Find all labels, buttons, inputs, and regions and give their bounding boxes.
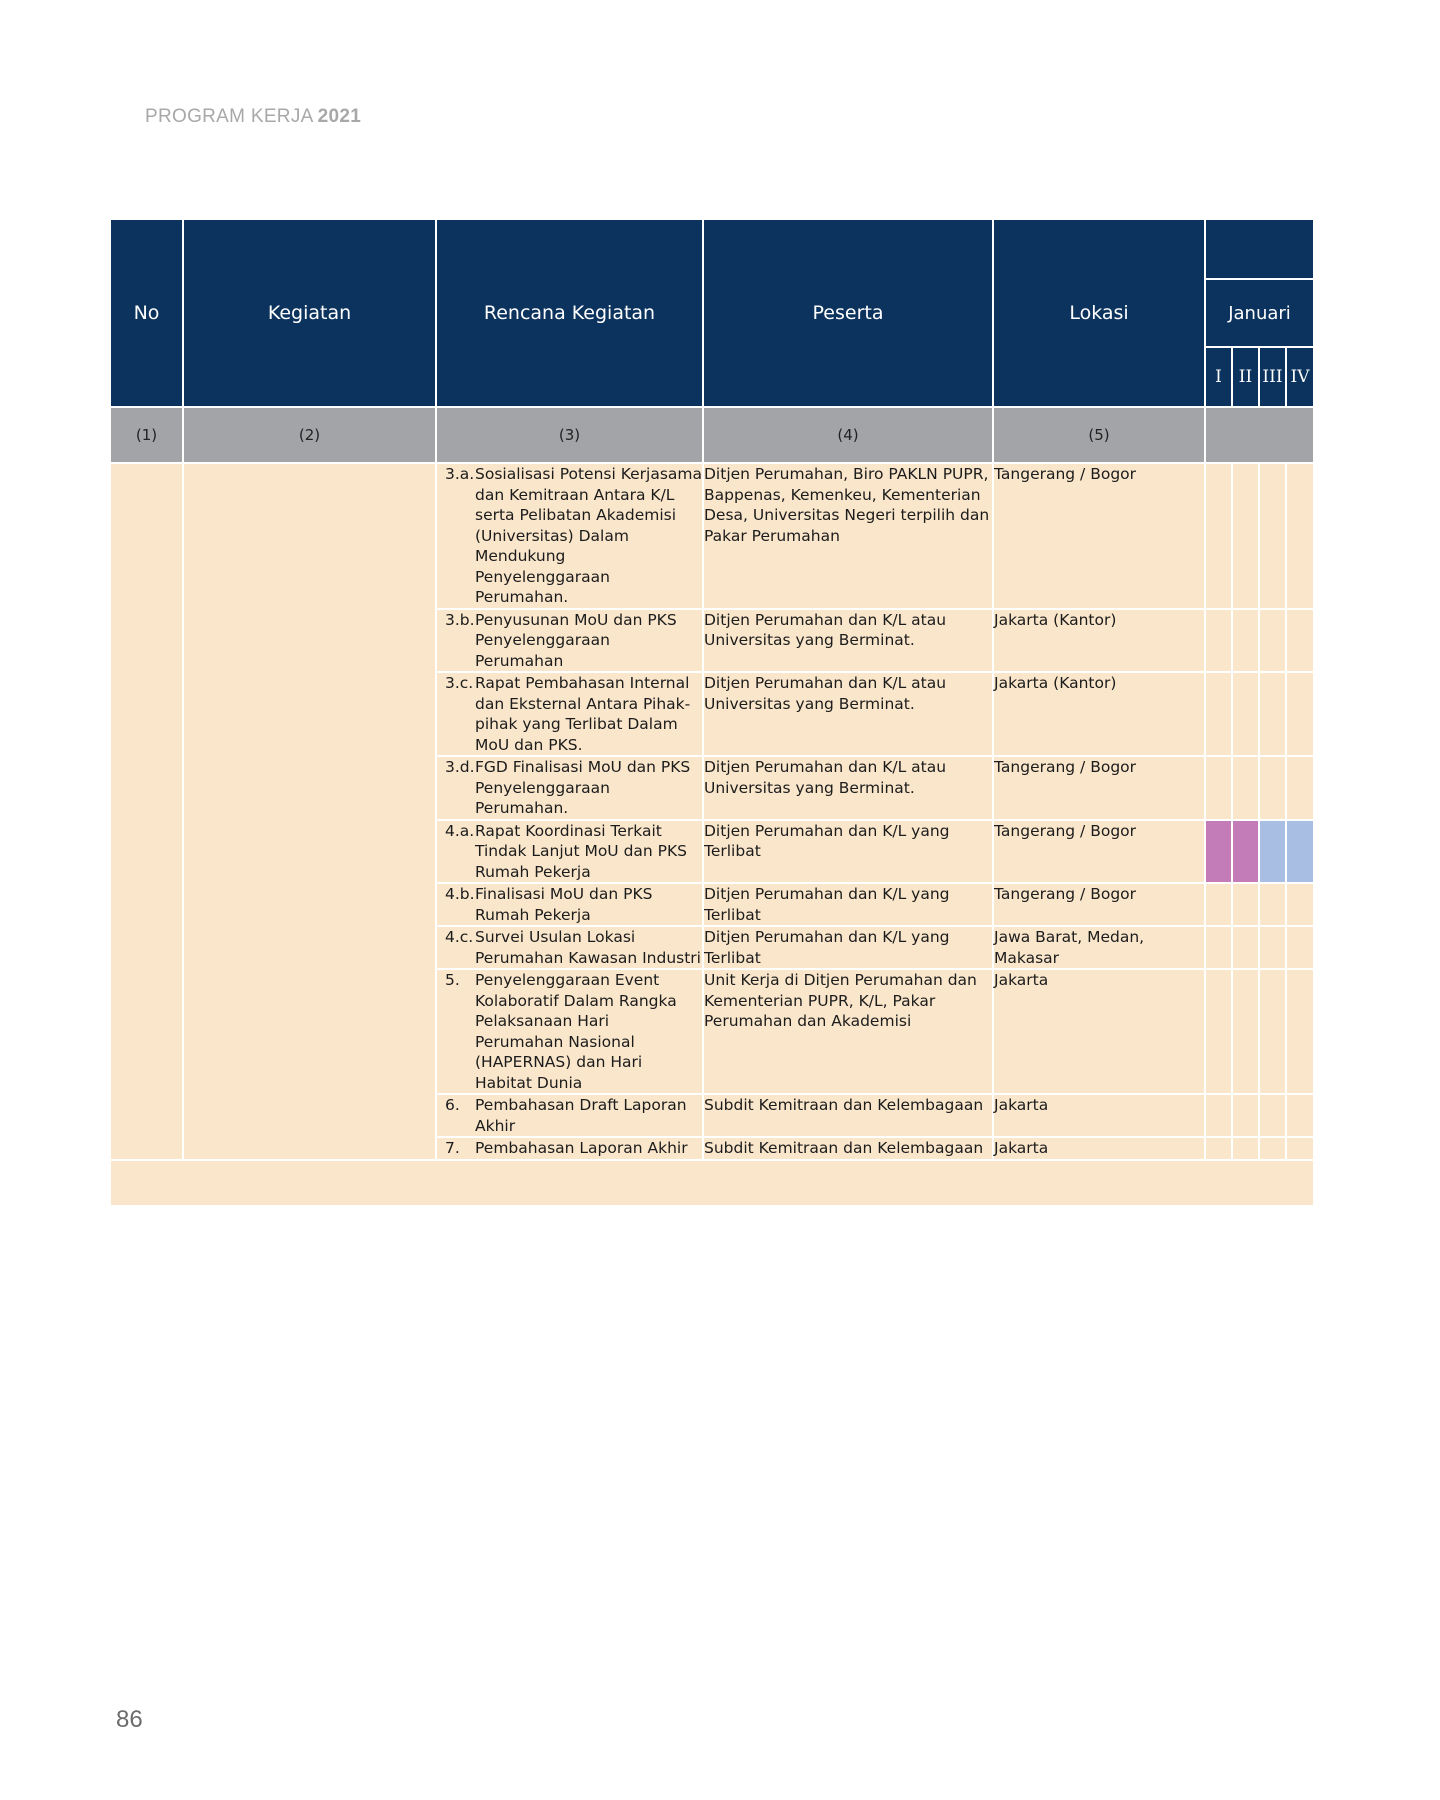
rencana-kegiatan-item xyxy=(437,821,702,883)
week-2-cell xyxy=(1232,756,1259,820)
peserta-cell: Ditjen Perumahan dan K/L atau Universitas yang Berminat. xyxy=(703,672,993,756)
rencana-kegiatan-cell xyxy=(436,926,703,969)
week-4-cell xyxy=(1286,883,1314,926)
header-week-3: III xyxy=(1259,347,1286,407)
week-2-cell xyxy=(1232,1094,1259,1137)
item-text: Penyusunan MoU dan PKS Penyelenggaraan Perumahan xyxy=(475,610,677,670)
column-number: (1) xyxy=(110,407,183,463)
peserta-cell: Unit Kerja di Ditjen Perumahan dan Kementerian PUPR, K/L, Pakar Perumahan dan Akademisi xyxy=(703,969,993,1094)
week-1-cell xyxy=(1205,883,1232,926)
peserta-cell: Ditjen Perumahan dan K/L yang Terlibat xyxy=(703,883,993,926)
header-month: Januari xyxy=(1205,279,1314,347)
item-text: Pembahasan Laporan Akhir xyxy=(475,1139,688,1157)
table-footer-row xyxy=(110,1160,1314,1206)
peserta-cell: Ditjen Perumahan, Biro PAKLN PUPR, Bappenas, Kemenkeu, Kementerian Desa, Universitas Negeri terpilih dan Pakar Perumahan xyxy=(703,463,993,609)
header-year: 2021 xyxy=(317,106,362,127)
item-number: 4.b. xyxy=(445,885,475,903)
work-program-table xyxy=(109,218,1315,1207)
running-header xyxy=(145,106,361,128)
item-text: Sosialisasi Potensi Kerjasama dan Kemitraan Antara K/L serta Pelibatan Akademisi (Universitas) Dalam Mendukung Penyelenggaraan Perumahan. xyxy=(475,465,702,606)
lokasi-cell: Jakarta xyxy=(993,1094,1205,1137)
week-2-cell xyxy=(1232,463,1259,609)
item-number: 3.c. xyxy=(445,674,474,692)
lokasi-cell: Tangerang / Bogor xyxy=(993,463,1205,609)
column-number: (5) xyxy=(993,407,1205,463)
week-1-cell xyxy=(1205,463,1232,609)
peserta-cell: Ditjen Perumahan dan K/L yang Terlibat xyxy=(703,926,993,969)
week-2-cell xyxy=(1232,1137,1259,1160)
peserta-cell: Ditjen Perumahan dan K/L atau Universitas yang Berminat. xyxy=(703,756,993,820)
header-kegiatan: Kegiatan xyxy=(183,219,436,407)
week-1-cell xyxy=(1205,1094,1232,1137)
column-number-row xyxy=(110,407,1314,463)
peserta-cell: Ditjen Perumahan dan K/L atau Universitas yang Berminat. xyxy=(703,609,993,673)
week-4-cell xyxy=(1286,672,1314,756)
lokasi-cell: Jawa Barat, Medan, Makasar xyxy=(993,926,1205,969)
item-text: Pembahasan Draft Laporan Akhir xyxy=(475,1096,687,1135)
header-blank xyxy=(1205,219,1314,279)
item-number: 4.a. xyxy=(445,821,475,840)
column-number: (4) xyxy=(703,407,993,463)
week-4-cell xyxy=(1286,926,1314,969)
rencana-kegiatan-cell xyxy=(436,672,703,756)
rencana-kegiatan-cell xyxy=(436,1137,703,1160)
item-number: 7. xyxy=(445,1139,460,1157)
column-number: (3) xyxy=(436,407,703,463)
peserta-cell: Subdit Kemitraan dan Kelembagaan xyxy=(703,1137,993,1160)
column-number-blank xyxy=(1205,407,1314,463)
header-peserta: Peserta xyxy=(703,219,993,407)
lokasi-cell: Tangerang / Bogor xyxy=(993,756,1205,820)
week-3-cell xyxy=(1259,820,1286,884)
week-3-cell xyxy=(1259,1094,1286,1137)
lokasi-cell: Jakarta xyxy=(993,969,1205,1094)
rencana-kegiatan-cell xyxy=(436,883,703,926)
item-number: 4.c. xyxy=(445,928,474,946)
week-1-cell xyxy=(1205,609,1232,673)
rencana-kegiatan-item xyxy=(437,610,702,672)
item-text: Survei Usulan Lokasi Perumahan Kawasan Industri xyxy=(475,928,701,967)
table-footer-cell xyxy=(110,1160,1314,1206)
week-1-cell xyxy=(1205,756,1232,820)
header-title: PROGRAM KERJA xyxy=(145,106,314,127)
page-number: 86 xyxy=(116,1706,143,1733)
item-text: Rapat Koordinasi Terkait Tindak Lanjut MoU dan PKS Rumah Pekerja xyxy=(475,821,688,881)
header-rencana-kegiatan: Rencana Kegiatan xyxy=(436,219,703,407)
no-cell xyxy=(110,463,183,1160)
rencana-kegiatan-item xyxy=(437,970,702,1093)
week-2-cell xyxy=(1232,609,1259,673)
rencana-kegiatan-item xyxy=(437,673,702,755)
rencana-kegiatan-item xyxy=(437,757,702,819)
week-4-cell xyxy=(1286,1094,1314,1137)
item-number: 6. xyxy=(445,1096,460,1114)
lokasi-cell: Tangerang / Bogor xyxy=(993,820,1205,884)
week-3-cell xyxy=(1259,969,1286,1094)
week-1-cell xyxy=(1205,969,1232,1094)
week-2-cell xyxy=(1232,672,1259,756)
lokasi-cell: Jakarta (Kantor) xyxy=(993,609,1205,673)
week-2-cell xyxy=(1232,969,1259,1094)
week-1-cell xyxy=(1205,672,1232,756)
item-number: 3.a. xyxy=(445,465,475,483)
week-4-cell xyxy=(1286,609,1314,673)
week-1-cell xyxy=(1205,820,1232,884)
week-3-cell xyxy=(1259,756,1286,820)
item-text: Penyelenggaraan Event Kolaboratif Dalam Rangka Pelaksanaan Hari Perumahan Nasional (HAPERNAS) dan Hari Habitat Dunia xyxy=(475,971,677,1092)
lokasi-cell: Tangerang / Bogor xyxy=(993,883,1205,926)
week-2-cell xyxy=(1232,883,1259,926)
week-2-cell xyxy=(1232,820,1259,884)
rencana-kegiatan-cell xyxy=(436,609,703,673)
week-4-cell xyxy=(1286,1137,1314,1160)
rencana-kegiatan-item xyxy=(437,927,702,968)
week-1-cell xyxy=(1205,926,1232,969)
item-number: 5. xyxy=(445,971,460,989)
rencana-kegiatan-item xyxy=(437,1095,702,1136)
week-4-cell xyxy=(1286,463,1314,609)
item-text: Finalisasi MoU dan PKS Rumah Pekerja xyxy=(475,885,653,924)
rencana-kegiatan-item xyxy=(437,884,702,925)
peserta-cell: Subdit Kemitraan dan Kelembagaan xyxy=(703,1094,993,1137)
column-number: (2) xyxy=(183,407,436,463)
rencana-kegiatan-cell xyxy=(436,1094,703,1137)
week-3-cell xyxy=(1259,609,1286,673)
lokasi-cell: Jakarta (Kantor) xyxy=(993,672,1205,756)
item-number: 3.b. xyxy=(445,610,475,629)
week-3-cell xyxy=(1259,1137,1286,1160)
week-1-cell xyxy=(1205,1137,1232,1160)
week-3-cell xyxy=(1259,883,1286,926)
rencana-kegiatan-item xyxy=(437,1138,702,1159)
header-week-4: IV xyxy=(1286,347,1314,407)
rencana-kegiatan-cell xyxy=(436,969,703,1094)
rencana-kegiatan-cell xyxy=(436,756,703,820)
lokasi-cell: Jakarta xyxy=(993,1137,1205,1160)
header-week-2: II xyxy=(1232,347,1259,407)
week-3-cell xyxy=(1259,672,1286,756)
week-3-cell xyxy=(1259,926,1286,969)
week-4-cell xyxy=(1286,969,1314,1094)
rencana-kegiatan-cell xyxy=(436,820,703,884)
kegiatan-cell xyxy=(183,463,436,1160)
header-lokasi: Lokasi xyxy=(993,219,1205,407)
week-2-cell xyxy=(1232,926,1259,969)
week-4-cell xyxy=(1286,820,1314,884)
item-text: FGD Finalisasi MoU dan PKS Penyelenggaraan Perumahan. xyxy=(475,758,691,817)
table-row xyxy=(110,463,1314,609)
peserta-cell: Ditjen Perumahan dan K/L yang Terlibat xyxy=(703,820,993,884)
week-4-cell xyxy=(1286,756,1314,820)
rencana-kegiatan-cell xyxy=(436,463,703,609)
item-text: Rapat Pembahasan Internal dan Eksternal Antara Pihak-pihak yang Terlibat Dalam MoU dan PKS. xyxy=(475,674,691,754)
item-number: 3.d. xyxy=(445,758,475,776)
week-3-cell xyxy=(1259,463,1286,609)
rencana-kegiatan-item xyxy=(437,464,702,608)
header-no: No xyxy=(110,219,183,407)
header-week-1: I xyxy=(1205,347,1232,407)
